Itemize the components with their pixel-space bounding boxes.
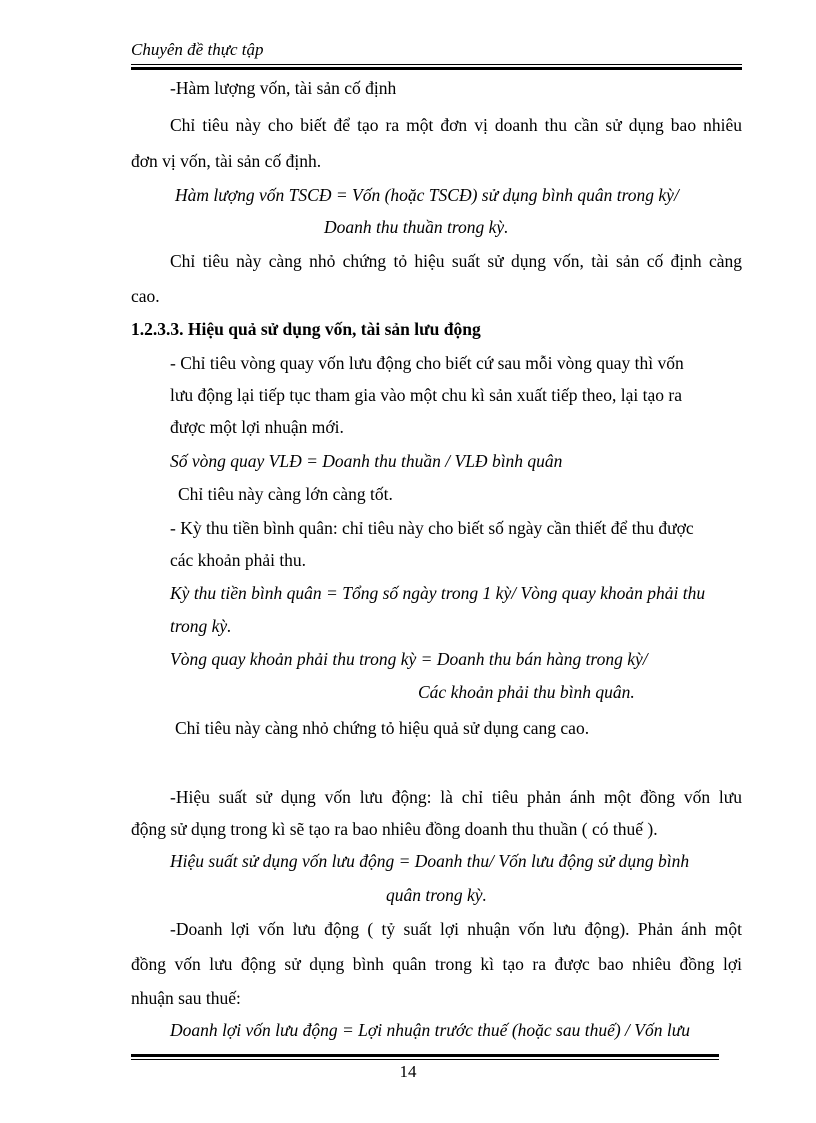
text-line: Chỉ tiêu này càng lớn càng tốt. — [178, 484, 393, 504]
text-line: đồng vốn lưu động sử dụng bình quân trong kì tạo ra được bao nhiêu đồng lợi — [131, 954, 742, 974]
page-header-title: Chuyên đề thực tập — [131, 40, 264, 59]
formula-line: Hiệu suất sử dụng vốn lưu động = Doanh thu/ Vốn lưu động sử dụng bình — [170, 851, 690, 871]
text-line: động sử dụng trong kì sẽ tạo ra bao nhiêu đồng doanh thu thuần ( có thuế ). — [131, 819, 658, 839]
text-line: -Doanh lợi vốn lưu động ( tỷ suất lợi nhuận vốn lưu động). Phản ánh một — [170, 919, 742, 939]
text-line: lưu động lại tiếp tục tham gia vào một chu kì sản xuất tiếp theo, lại tạo ra — [170, 385, 682, 405]
formula-line: Số vòng quay VLĐ = Doanh thu thuần / VLĐ bình quân — [170, 451, 563, 471]
text-line: cao. — [131, 286, 160, 306]
formula-line: Doanh thu thuần trong kỳ. — [324, 217, 509, 237]
formula-line: quân trong kỳ. — [386, 885, 487, 905]
section-heading: 1.2.3.3. Hiệu quả sử dụng vốn, tài sản lưu động — [131, 319, 481, 339]
text-line: các khoản phải thu. — [170, 550, 307, 570]
text-line: Chỉ tiêu này càng nhỏ chứng tỏ hiệu suất sử dụng vốn, tài sản cố định càng — [170, 251, 742, 271]
text-line: -Hiệu suất sử dụng vốn lưu động: là chỉ tiêu phản ánh một đồng vốn lưu — [170, 787, 742, 807]
formula-line: Các khoản phải thu bình quân. — [418, 682, 635, 702]
text-line: nhuận sau thuế: — [131, 988, 241, 1008]
formula-line: Kỳ thu tiền bình quân = Tổng số ngày trong 1 kỳ/ Vòng quay khoản phải thu — [170, 583, 706, 603]
page-number: 14 — [399, 1062, 417, 1081]
text-line: đơn vị vốn, tài sản cố định. — [131, 151, 322, 171]
text-line: - Kỳ thu tiền bình quân: chỉ tiêu này cho biết số ngày cần thiết để thu được — [170, 518, 694, 538]
formula-line: Doanh lợi vốn lưu động = Lợi nhuận trước thuế (hoặc sau thuế) / Vốn lưu — [170, 1020, 691, 1040]
text-line: Chỉ tiêu này cho biết để tạo ra một đơn vị doanh thu cần sử dụng bao nhiêu — [170, 115, 742, 135]
text-line: được một lợi nhuận mới. — [170, 417, 344, 437]
formula-line: Hàm lượng vốn TSCĐ = Vốn (hoặc TSCĐ) sử dụng bình quân trong kỳ/ — [175, 185, 679, 205]
footer-rule — [131, 1054, 719, 1060]
text-line: - Chỉ tiêu vòng quay vốn lưu động cho biết cứ sau mỗi vòng quay thì vốn — [170, 353, 684, 373]
text-line: -Hàm lượng vốn, tài sản cố định — [170, 78, 397, 98]
header-rule — [131, 64, 742, 70]
text-line: Chỉ tiêu này càng nhỏ chứng tỏ hiệu quả sử dụng cang cao. — [175, 718, 590, 738]
formula-line: Vòng quay khoản phải thu trong kỳ = Doanh thu bán hàng trong kỳ/ — [170, 649, 648, 669]
formula-line: trong kỳ. — [170, 616, 232, 636]
